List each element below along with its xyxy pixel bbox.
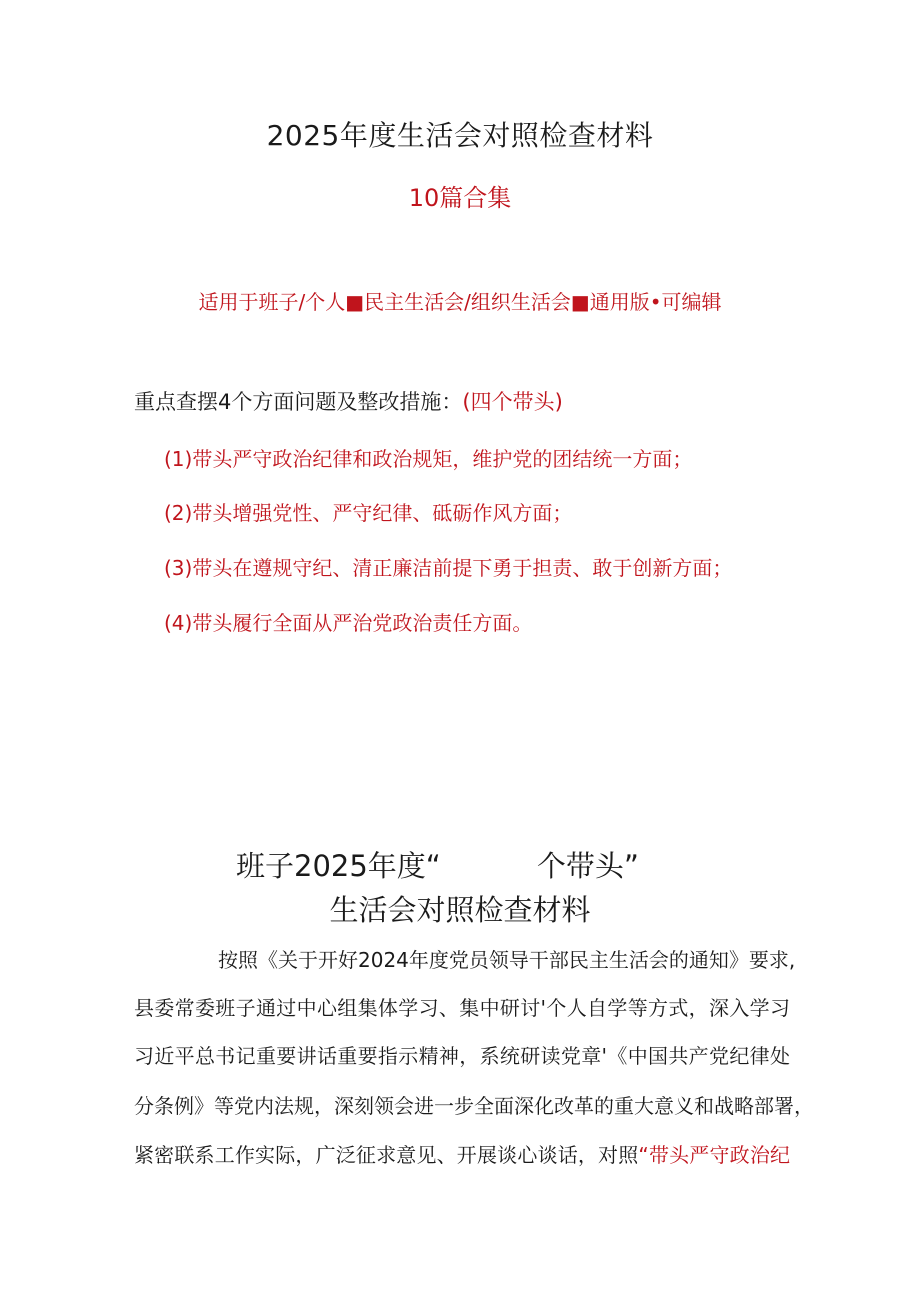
paragraph-line: 习近平总书记重要讲话重要指示精神，系统研读党章'《中国共产党纪律处 <box>134 1044 790 1068</box>
focus-item: (4)带头履行全面从严治党政治责任方面。 <box>164 611 533 635</box>
document-title-line-2: 生活会对照检查材料 <box>329 893 591 927</box>
paragraph-highlight: “带头严守政治纪 <box>638 1143 790 1167</box>
paragraph-line: 县委常委班子通过中心组集体学习、集中研讨'个人自学等方式，深入学习 <box>134 996 790 1020</box>
focus-item: (3)带头在遵规守纪、清正廉洁前提下勇于担责、敢于创新方面； <box>164 556 733 580</box>
paragraph-line: 分条例》等党内法规，深刻领会进一步全面深化改革的重大意义和战略部署， <box>134 1094 814 1118</box>
document-title-left: 班子2025年度“ <box>236 849 441 883</box>
focus-item: (1)带头严守政治纪律和政治规矩，维护党的团结统一方面； <box>164 447 693 471</box>
cover-title: 2025年度生活会对照检查材料 <box>266 119 654 152</box>
paragraph-line: 按照《关于开好2024年度党员领导干部民主生活会的通知》要求, <box>218 948 796 972</box>
document-title-right: 个带头” <box>536 849 639 883</box>
focus-label: 重点查摆4个方面问题及整改措施： <box>134 390 463 414</box>
focus-heading <box>134 386 563 416</box>
paragraph-text: 紧密联系工作实际，广泛征求意见、开展谈心谈话，对照 <box>134 1143 639 1167</box>
document-title-line-1 <box>236 844 639 885</box>
focus-item: (2)带头增强党性、严守纪律、砥砺作风方面； <box>164 501 573 525</box>
scope-line: 适用于班子/个人■民主生活会/组织生活会■通用版•可编辑 <box>198 290 722 314</box>
cover-subtitle: 10篇合集 <box>408 184 512 212</box>
paragraph-last-line <box>134 1139 790 1168</box>
focus-tag: (四个带头) <box>462 390 563 414</box>
